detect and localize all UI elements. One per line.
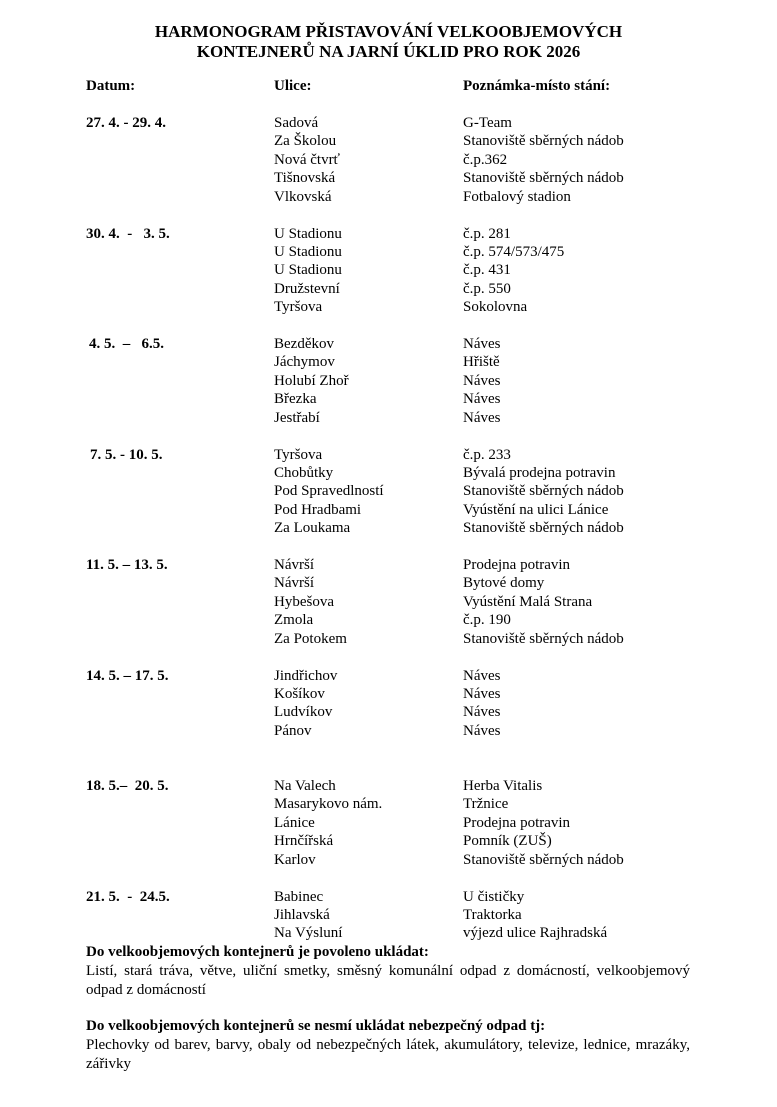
schedule-row	[0, 353, 777, 371]
street-name: Babinec	[274, 888, 324, 905]
street-name: Tyršova	[274, 446, 323, 463]
street-name: Návrší	[274, 575, 314, 592]
group-rows	[0, 446, 777, 538]
header-date: Datum:	[86, 78, 136, 94]
street-name: Jáchymov	[274, 354, 335, 371]
schedule-row	[0, 519, 777, 537]
schedule-group	[0, 446, 777, 557]
group-rows	[0, 225, 777, 317]
schedule-row	[0, 261, 777, 279]
street-name: Karlov	[274, 851, 316, 868]
schedule-row	[0, 556, 777, 574]
schedule-row	[0, 225, 777, 243]
schedule-group	[0, 556, 777, 667]
location-note: Náves	[463, 391, 501, 408]
location-note: Vyústění Malá Strana	[463, 593, 593, 610]
location-note: č.p. 281	[463, 225, 511, 242]
schedule-row	[0, 832, 777, 850]
schedule-row	[0, 703, 777, 721]
group-date: 30. 4. - 3. 5.	[86, 225, 170, 242]
schedule-group	[0, 225, 777, 336]
forbidden-text: Plechovky od barev, barvy, obaly od nebezpečných látek, akumulátory, televize, lednice, mrazáky, zářivky	[86, 1037, 690, 1072]
location-note: Náves	[463, 704, 501, 721]
location-note: Náves	[463, 667, 501, 684]
location-note: Náves	[463, 336, 501, 352]
schedule-row	[0, 464, 777, 482]
schedule-row	[0, 795, 777, 813]
location-note: Náves	[463, 722, 501, 739]
street-name: Bezděkov	[274, 336, 334, 352]
street-name: Nová čtvrť	[274, 151, 340, 168]
schedule-row	[0, 593, 777, 611]
header-note: Poznámka-místo stání:	[463, 78, 611, 94]
forbidden-heading: Do velkoobjemových kontejnerů se nesmí ukládat nebezpečný odpad tj:	[86, 1018, 546, 1034]
header-street: Ulice:	[274, 78, 312, 94]
location-note: Hřiště	[463, 354, 500, 371]
street-name: Lánice	[274, 814, 315, 831]
street-name: U Stadionu	[274, 225, 342, 242]
location-note: Stanoviště sběrných nádob	[463, 483, 624, 500]
schedule-row	[0, 372, 777, 390]
schedule-row	[0, 924, 777, 942]
location-note: Herba Vitalis	[463, 778, 543, 794]
schedule-group	[0, 667, 777, 778]
street-name: Ludvíkov	[274, 704, 333, 721]
street-name: Za Loukama	[274, 520, 351, 537]
street-name: Sadová	[274, 115, 319, 131]
location-note: č.p. 233	[463, 446, 511, 463]
street-name: U Stadionu	[274, 262, 342, 279]
schedule-row	[0, 611, 777, 629]
schedule-row	[0, 722, 777, 740]
street-name: Na Výsluní	[274, 925, 343, 942]
street-name: Návrší	[274, 557, 314, 573]
location-note: Stanoviště sběrných nádob	[463, 133, 624, 150]
schedule-row	[0, 667, 777, 685]
schedule-row	[0, 814, 777, 832]
location-note: výjezd ulice Rajhradská	[463, 925, 608, 942]
location-note: č.p. 574/573/475	[463, 243, 565, 260]
group-date: 11. 5. – 13. 5.	[86, 557, 168, 573]
schedule-row	[0, 280, 777, 298]
location-note: Bývalá prodejna potravin	[463, 464, 616, 481]
schedule-group	[0, 777, 777, 888]
location-note: č.p. 190	[463, 612, 511, 629]
location-note: Stanoviště sběrných nádob	[463, 851, 624, 868]
street-name: Holubí Zhoř	[274, 372, 349, 389]
location-note: Fotbalový stadion	[463, 188, 571, 205]
schedule-row	[0, 501, 777, 519]
street-name: Družstevní	[274, 280, 340, 297]
group-date: 7. 5. - 10. 5.	[90, 446, 163, 463]
schedule-row	[0, 390, 777, 408]
title-line-2: KONTEJNERŮ NA JARNÍ ÚKLID PRO ROK 2026	[196, 42, 581, 61]
location-note: Tržnice	[463, 796, 509, 813]
street-name: Na Valech	[274, 778, 336, 794]
schedule-row	[0, 851, 777, 869]
location-note: Náves	[463, 409, 501, 426]
street-name: Hrnčířská	[274, 833, 334, 850]
group-date: 27. 4. - 29. 4.	[86, 115, 166, 131]
location-note: Traktorka	[463, 906, 522, 923]
street-name: Pánov	[274, 722, 312, 739]
location-note: Stanoviště sběrných nádob	[463, 630, 624, 647]
location-note: Vyústění na ulici Lánice	[463, 501, 609, 518]
group-date: 21. 5. - 24.5.	[86, 888, 170, 905]
location-note: Prodejna potravin	[463, 814, 571, 831]
location-note: č.p. 550	[463, 280, 511, 297]
schedule-group	[0, 335, 777, 446]
schedule-row	[0, 482, 777, 500]
street-name: Vlkovská	[274, 188, 332, 205]
schedule-row	[0, 114, 777, 132]
schedule-row	[0, 132, 777, 150]
forbidden-section	[86, 1017, 690, 1074]
schedule-row	[0, 151, 777, 169]
schedule-row	[0, 630, 777, 648]
location-note: U čističky	[463, 888, 525, 905]
title-line-1: HARMONOGRAM PŘISTAVOVÁNÍ VELKOOBJEMOVÝCH	[154, 22, 623, 41]
document-title	[0, 22, 777, 62]
schedule-row	[0, 777, 777, 795]
street-name: Pod Spravedlností	[274, 483, 384, 500]
location-note: Prodejna potravin	[463, 557, 571, 573]
group-rows	[0, 335, 777, 427]
allowed-text: Listí, stará tráva, větve, uliční smetky, směsný komunální odpad z domácností, velkoobjemový odpad z domácností	[86, 963, 690, 998]
group-rows	[0, 114, 777, 206]
location-note: G-Team	[463, 115, 512, 131]
group-date: 4. 5. – 6.5.	[89, 336, 164, 352]
street-name: Jihlavská	[274, 906, 330, 923]
street-name: Zmola	[274, 612, 314, 629]
location-note: Stanoviště sběrných nádob	[463, 170, 624, 187]
street-name: Pod Hradbami	[274, 501, 362, 518]
location-note: Náves	[463, 372, 501, 389]
street-name: Jindřichov	[274, 667, 338, 684]
schedule-group	[0, 114, 777, 225]
schedule-row	[0, 685, 777, 703]
schedule-row	[0, 335, 777, 353]
allowed-heading: Do velkoobjemových kontejnerů je povoleno ukládat:	[86, 944, 429, 960]
schedule-row	[0, 888, 777, 906]
location-note: Bytové domy	[463, 575, 545, 592]
schedule-row	[0, 298, 777, 316]
location-note: č.p.362	[463, 151, 508, 168]
street-name: Tyršova	[274, 299, 323, 316]
location-note: Pomník (ZUŠ)	[463, 833, 552, 850]
location-note: Sokolovna	[463, 299, 528, 316]
street-name: Masarykovo nám.	[274, 796, 383, 813]
group-rows	[0, 777, 777, 869]
allowed-section	[86, 943, 690, 1000]
schedule-row	[0, 169, 777, 187]
street-name: Hybešova	[274, 593, 334, 610]
schedule-groups	[0, 114, 777, 998]
street-name: Tišnovská	[274, 170, 336, 187]
schedule-row	[0, 574, 777, 592]
schedule-row	[0, 409, 777, 427]
street-name: Za Školou	[274, 133, 337, 150]
schedule-row	[0, 906, 777, 924]
schedule-row	[0, 446, 777, 464]
location-note: Stanoviště sběrných nádob	[463, 520, 624, 537]
group-rows	[0, 556, 777, 648]
street-name: Košíkov	[274, 685, 325, 702]
street-name: Za Potokem	[274, 630, 347, 647]
group-date: 14. 5. – 17. 5.	[86, 667, 169, 684]
group-date: 18. 5.– 20. 5.	[86, 778, 169, 794]
location-note: č.p. 431	[463, 262, 511, 279]
street-name: Chobůtky	[274, 464, 334, 481]
street-name: U Stadionu	[274, 243, 342, 260]
group-rows	[0, 888, 777, 943]
group-rows	[0, 667, 777, 741]
street-name: Březka	[274, 391, 317, 408]
schedule-row	[0, 188, 777, 206]
column-headers	[0, 78, 777, 98]
location-note: Náves	[463, 685, 501, 702]
schedule-row	[0, 243, 777, 261]
street-name: Jestřabí	[274, 409, 320, 426]
